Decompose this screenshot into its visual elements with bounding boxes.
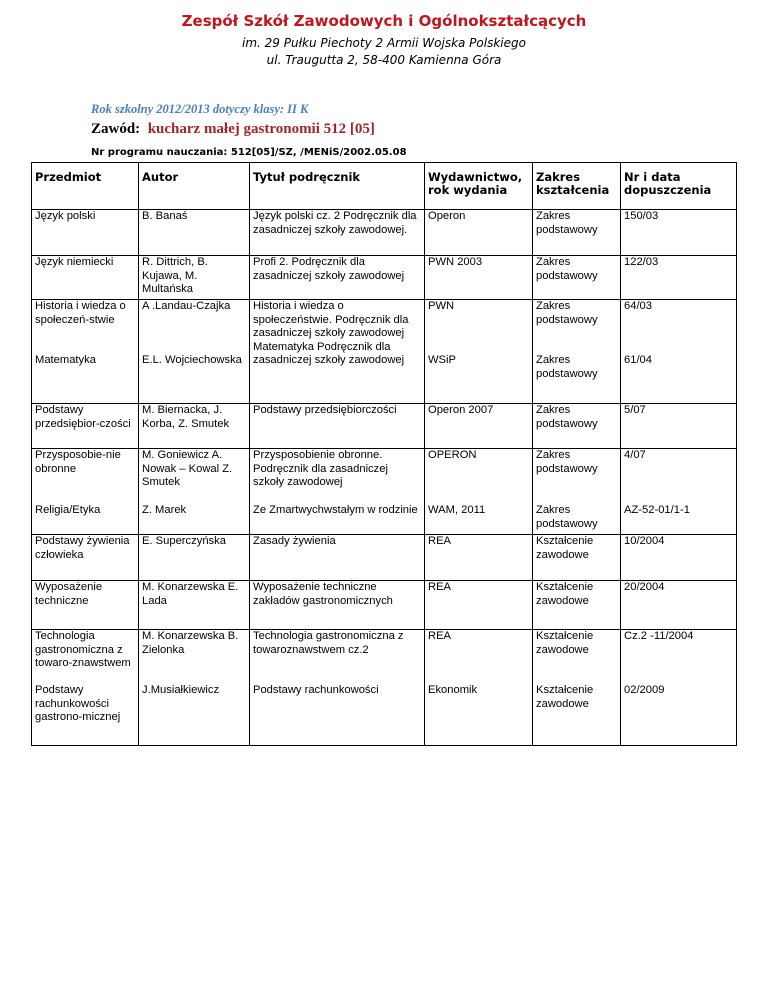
- cell-author: R. Dittrich, B. Kujawa, M. Multańska: [139, 256, 250, 300]
- author-defense: M. Goniewicz A. Nowak – Kowal Z. Smutek: [142, 449, 233, 489]
- cell-publisher: REA: [425, 581, 533, 630]
- cell-publisher: Operon: [425, 210, 533, 256]
- school-patron: im. 29 Pułku Piechoty 2 Armii Wojska Polskiego: [242, 36, 526, 50]
- cell-author: M. Biernacka, J. Korba, Z. Smutek: [139, 404, 250, 449]
- subject-defense: Przysposobie-nie obronne: [35, 449, 121, 475]
- profession-value: kucharz małej gastronomii 512 [05]: [147, 121, 375, 137]
- approval-accounting: 02/2009: [624, 684, 665, 696]
- header-author: Autor: [139, 163, 250, 210]
- cell-scope: [533, 449, 621, 535]
- scope-religion: Zakres podstawowy: [536, 504, 598, 530]
- cell-subject: Podstawy żywienia człowieka: [32, 535, 139, 581]
- approval-defense: 4/07: [624, 449, 646, 461]
- approval-technology: Cz.2 -11/2004: [624, 630, 694, 642]
- scope-history: Zakres podstawowy: [536, 300, 598, 326]
- publisher-accounting: Ekonomik: [428, 684, 478, 696]
- cell-author: B. Banaś: [139, 210, 250, 256]
- table-row: [32, 581, 737, 630]
- cell-scope: Kształcenie zawodowe: [533, 581, 621, 630]
- title-technology: Technologia gastronomiczna z towaroznawstwem cz.2: [253, 630, 404, 656]
- cell-title: Podstawy przedsiębiorczości: [250, 404, 425, 449]
- cell-scope: [533, 300, 621, 404]
- cell-publisher: Operon 2007: [425, 404, 533, 449]
- subject-accounting: Podstawy rachunkowości gastrono-micznej: [35, 684, 121, 724]
- cell-subject: Język niemiecki: [32, 256, 139, 300]
- approval-math: 61/04: [624, 354, 652, 366]
- cell-title: Profi 2. Podręcznik dla zasadniczej szkoły zawodowej: [250, 256, 425, 300]
- cell-approval: [621, 630, 737, 746]
- cell-scope: Zakres podstawowy: [533, 404, 621, 449]
- cell-approval: 10/2004: [621, 535, 737, 581]
- cell-approval: 20/2004: [621, 581, 737, 630]
- table-row: [32, 404, 737, 449]
- cell-author: [139, 630, 250, 746]
- table-row: [32, 300, 737, 404]
- school-address: ul. Traugutta 2, 58-400 Kamienna Góra: [266, 53, 502, 67]
- cell-title: Język polski cz. 2 Podręcznik dla zasadniczej szkoły zawodowej.: [250, 210, 425, 256]
- cell-approval: 122/03: [621, 256, 737, 300]
- cell-approval: 5/07: [621, 404, 737, 449]
- cell-author: E. Superczyńska: [139, 535, 250, 581]
- table-row: [32, 630, 737, 746]
- cell-subject: [32, 630, 139, 746]
- approval-religion: AZ-52-01/1-1: [624, 504, 690, 516]
- cell-publisher: [425, 300, 533, 404]
- header-scope: Zakres kształcenia: [533, 163, 621, 210]
- title-religion: Ze Zmartwychwstałym w rodzinie: [253, 504, 418, 516]
- author-religion: Z. Marek: [142, 504, 187, 516]
- cell-title: [250, 630, 425, 746]
- cell-author: [139, 300, 250, 404]
- cell-publisher: [425, 630, 533, 746]
- publisher-math: WSiP: [428, 354, 456, 366]
- approval-history: 64/03: [624, 300, 652, 312]
- cell-title: Zasady żywienia: [250, 535, 425, 581]
- table-header-row: [32, 163, 737, 210]
- publisher-history: PWN: [428, 300, 455, 312]
- subject-math: Matematyka: [35, 354, 96, 366]
- cell-approval: 150/03: [621, 210, 737, 256]
- title-math: Matematyka Podręcznik dla zasadniczej szkoły zawodowej: [253, 340, 405, 367]
- title-accounting: Podstawy rachunkowości: [253, 684, 379, 696]
- header-publisher: Wydawnictwo, rok wydania: [425, 163, 533, 210]
- cell-scope: Zakres podstawowy: [533, 210, 621, 256]
- publisher-defense: OPERON: [428, 449, 477, 461]
- table-row: [32, 535, 737, 581]
- cell-subject: [32, 449, 139, 535]
- table-row: [32, 449, 737, 535]
- cell-approval: [621, 300, 737, 404]
- subject-technology: Technologia gastronomiczna z towaro-znawstwem: [35, 630, 131, 670]
- scope-math: Zakres podstawowy: [536, 354, 598, 380]
- publisher-religion: WAM, 2011: [428, 504, 486, 516]
- textbook-table: [31, 162, 737, 746]
- table-row: [32, 210, 737, 256]
- subject-religion: Religia/Etyka: [35, 504, 101, 516]
- author-accounting: J.Musiałkiewicz: [142, 684, 220, 696]
- school-name: Zespół Szkół Zawodowych i Ogólnokształcących: [181, 12, 587, 30]
- cell-approval: [621, 449, 737, 535]
- cell-subject: Podstawy przedsiębior-czości: [32, 404, 139, 449]
- cell-title: [250, 300, 425, 404]
- cell-author: M. Konarzewska E. Lada: [139, 581, 250, 630]
- cell-publisher: [425, 449, 533, 535]
- profession: [91, 121, 375, 138]
- cell-subject: [32, 300, 139, 404]
- scope-accounting: Kształcenie zawodowe: [536, 684, 594, 710]
- school-year: Rok szkolny 2012/2013 dotyczy klasy: II K: [91, 102, 309, 116]
- header-approval: Nr i data dopuszczenia: [621, 163, 737, 210]
- header-title: Tytuł podręcznik: [250, 163, 425, 210]
- author-math: E.L. Wojciechowska: [142, 354, 242, 366]
- author-technology: M. Konarzewska B. Zielonka: [142, 630, 239, 656]
- cell-scope: Zakres podstawowy: [533, 256, 621, 300]
- scope-defense: Zakres podstawowy: [536, 449, 598, 475]
- cell-subject: Wyposażenie techniczne: [32, 581, 139, 630]
- table-row: [32, 256, 737, 300]
- title-history: Historia i wiedza o społeczeństwie. Podręcznik dla zasadniczej szkoły zawodowej: [253, 300, 409, 340]
- cell-subject: Język polski: [32, 210, 139, 256]
- program-number: Nr programu nauczania: 512[05]/SZ, /MENiS/2002.05.08: [91, 147, 407, 158]
- subject-history: Historia i wiedza o społeczeń-stwie: [35, 300, 126, 326]
- author-history: A .Landau-Czajka: [142, 300, 231, 312]
- cell-author: [139, 449, 250, 535]
- cell-publisher: REA: [425, 535, 533, 581]
- cell-scope: [533, 630, 621, 746]
- cell-title: Wyposażenie techniczne zakładów gastronomicznych: [250, 581, 425, 630]
- scope-technology: Kształcenie zawodowe: [536, 630, 594, 656]
- header-subject: Przedmiot: [32, 163, 139, 210]
- profession-label: Zawód:: [91, 121, 141, 137]
- cell-title: [250, 449, 425, 535]
- cell-scope: Kształcenie zawodowe: [533, 535, 621, 581]
- title-defense: Przysposobienie obronne. Podręcznik dla zasadniczej szkoły zawodowej: [253, 449, 388, 489]
- cell-publisher: PWN 2003: [425, 256, 533, 300]
- publisher-technology: REA: [428, 630, 452, 642]
